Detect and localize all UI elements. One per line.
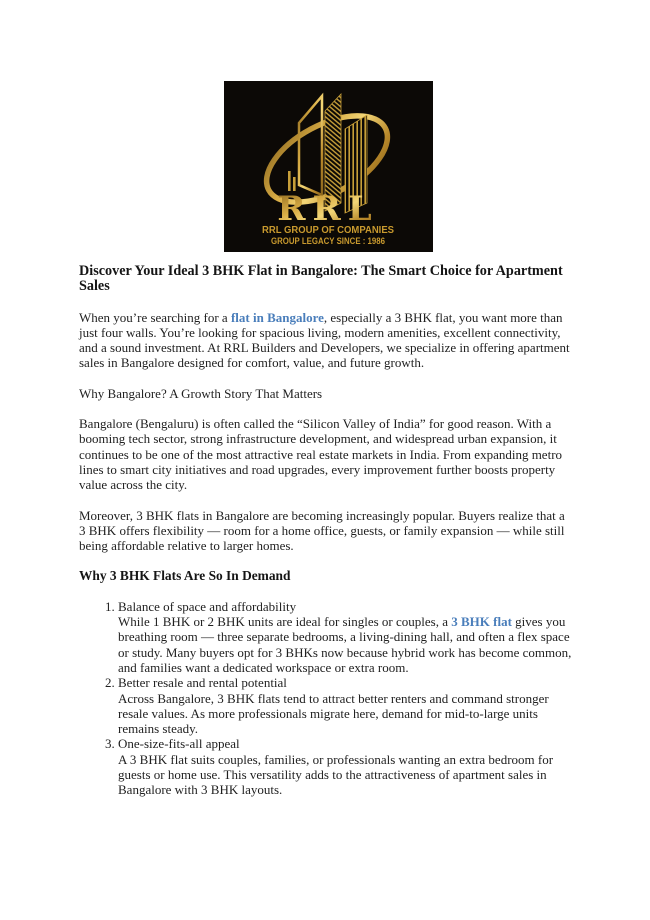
3bhk-flat-link[interactable]: 3 BHK flat [451,614,512,630]
list-item [118,736,573,797]
list-item-title: Balance of space and affordability [118,598,297,614]
list-item-text: A 3 BHK flat suits couples, families, or professionals wanting an extra bedroom for guests or home use. This versatility adds to the attractiveness of apartment sales in Bangalore with 3 BHK layouts. [118,751,554,798]
article-body [79,264,573,798]
list-item [118,675,573,736]
intro-text-pre: When you’re searching for a [79,309,231,325]
list-item [118,599,573,675]
list-item-title: One-size-fits-all appeal [118,736,240,752]
intro-text-post: , especially a 3 BHK flat, you want more than just four walls. You’re looking for spacious living, modern amenities, excellent connectivity, and a sound investment. At RRL Builders and Developers, we specialize in offering apartment sales in Bangalore designed for comfort, value, and future growth. [79,309,570,371]
list-item-text: Across Bangalore, 3 BHK flats tend to attract better renters and command stronger resale values. As more professionals migrate here, demand for mid-to-large units remains steady. [118,690,549,737]
rrl-logo-graphic [224,81,433,252]
list-item-text-pre: While 1 BHK or 2 BHK units are ideal for singles or couples, a [118,614,452,630]
flat-in-bangalore-link[interactable]: flat in Bangalore [230,309,324,325]
why-bangalore-line: Why Bangalore? A Growth Story That Matters [79,385,323,401]
rrl-logo [224,81,433,252]
popular-paragraph: Moreover, 3 BHK flats in Bangalore are becoming increasingly popular. Buyers realize that a 3 BHK offers flexibility — room for a home office, guests, or family expansion — while still being affordable relative to larger homes. [79,507,565,554]
demand-heading: Why 3 BHK Flats Are So In Demand [79,568,291,584]
list-item-text-post: gives you breathing room — three separate bedrooms, a living-dining hall, and often a flex space or study. Many buyers opt for 3 BHKs now because hybrid work has become common, and families want a dedicated workspace or extra room. [118,614,572,675]
page-title: Discover Your Ideal 3 BHK Flat in Bangalore: The Smart Choice for Apartment Sales [79,263,563,295]
intro-paragraph [79,310,573,371]
logo-brand-text: RRL [277,189,379,229]
list-item-title: Better resale and rental potential [118,675,287,691]
growth-paragraph: Bangalore (Bengaluru) is often called the “Silicon Valley of India” for good reason. With a booming tech sector, strong infrastructure development, and widespread urban expansion, it continues to be one of the most attractive real estate markets in India. From expanding metro lines to smart city initiatives and road upgrades, every improvement further boosts property value across the city. [79,416,563,493]
logo-legacy-line: GROUP LEGACY SINCE : 1986 [271,236,386,246]
demand-list [79,599,573,798]
logo-company-line: RRL GROUP OF COMPANIES [262,225,395,236]
